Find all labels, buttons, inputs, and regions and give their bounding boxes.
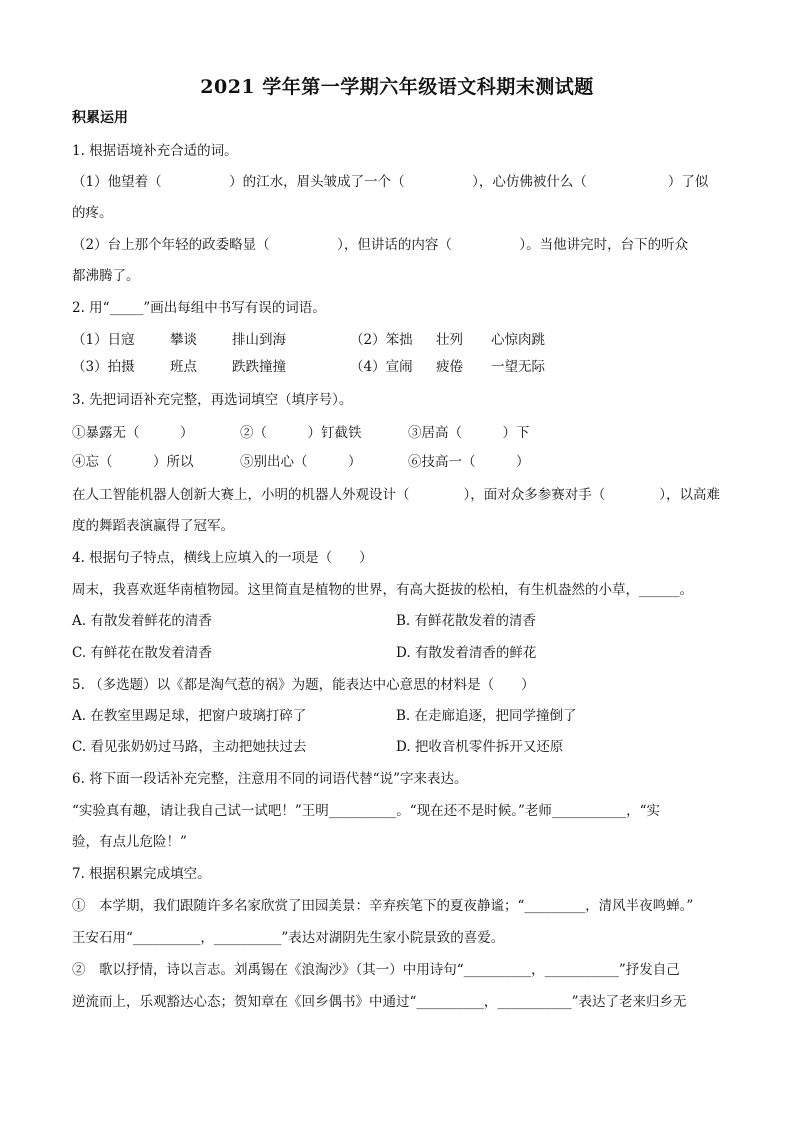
q3-idiom4: ④忘（ ）所以 xyxy=(72,454,194,470)
q4-option-c: C. 有鲜花在散发着清香 xyxy=(72,645,212,661)
q1-sentence2-line1: （2）台上那个年轻的政委略显（ ），但讲话的内容（ ）。当他讲完时，台下的听众 xyxy=(72,237,689,253)
q6-line1: “实验真有趣，请让我自己试一试吧！”王明__________。“现在还不是时候。”老师___________，“实 xyxy=(72,803,661,819)
q3-idiom6: ⑥技高一（ ） xyxy=(408,454,530,470)
q2-group4-word3: 一望无际 xyxy=(491,359,545,375)
q2-group1-label: （1）日寇 xyxy=(72,332,135,348)
exam-title: 2021 学年第一学期六年级语文科期末测试题 xyxy=(200,76,594,98)
q2-group3-word2: 班点 xyxy=(170,359,197,375)
q3-idiom2: ②（ ）钉截铁 xyxy=(240,425,362,441)
q7-part2-line1: ② 歌以抒情，诗以言志。刘禹锡在《浪淘沙》（其一）中用诗句“__________，___________”抒发自己 xyxy=(72,962,680,978)
q2-group4-word2: 疲倦 xyxy=(436,359,463,375)
q2-group1-word2: 攀谈 xyxy=(170,332,197,348)
q1-sentence1-line1: （1）他望着（ ）的江水，眉头皱成了一个（ ），心仿佛被什么（ ）了似 xyxy=(72,174,709,190)
q7-part1-line1: ① 本学期，我们跟随许多名家欣赏了田园美景：辛弃疾笔下的夏夜静谧；“_________，清风半夜鸣蝉。” xyxy=(72,898,694,914)
q7-prompt: 7. 根据积累完成填空。 xyxy=(72,866,211,882)
q2-group3-word3: 跌跌撞撞 xyxy=(232,359,286,375)
q5-option-b: B. 在走廊追逐，把同学撞倒了 xyxy=(396,708,577,724)
q1-sentence1-line2: 的疼。 xyxy=(72,205,113,221)
q3-context-line1: 在人工智能机器人创新大赛上，小明的机器人外观设计（ ），面对众多参赛对手（ ），以高难 xyxy=(72,487,720,503)
q1-prompt: 1. 根据语境补充合适的词。 xyxy=(72,143,238,159)
q4-passage: 周末，我喜欢逛华南植物园。这里简直是植物的世界，有高大挺拔的松柏，有生机盎然的小草，______。 xyxy=(72,582,693,598)
q5-option-c: C. 看见张奶奶过马路，主动把她扶过去 xyxy=(72,739,307,755)
q4-prompt: 4. 根据句子特点，横线上应填入的一项是（ ） xyxy=(72,550,373,566)
q2-group1-word3: 排山到海 xyxy=(232,332,286,348)
q3-idiom5: ⑤别出心（ ） xyxy=(240,454,362,470)
q5-option-d: D. 把收音机零件拆开又还原 xyxy=(396,739,564,755)
q1-sentence2-line2: 都沸腾了。 xyxy=(72,268,140,284)
q5-option-a: A. 在教室里踢足球，把窗户玻璃打碎了 xyxy=(72,708,307,724)
q2-group2-label: （2）笨拙 xyxy=(350,332,413,348)
q4-option-d: D. 有散发着清香的鲜花 xyxy=(396,645,537,661)
q3-idiom3: ③居高（ ）下 xyxy=(408,425,530,441)
q3-context-line2: 度的舞蹈表演赢得了冠军。 xyxy=(72,518,234,534)
q4-option-b: B. 有鲜花散发着的清香 xyxy=(396,613,537,629)
q5-prompt: 5. （多选题）以《都是淘气惹的祸》为题，能表达中心意思的材料是（ ） xyxy=(72,677,535,693)
q2-group2-word2: 壮列 xyxy=(436,332,463,348)
q2-group4-label: （4）宣闹 xyxy=(350,359,413,375)
q6-prompt: 6. 将下面一段话补充完整，注意用不同的词语代替“说”字来表达。 xyxy=(72,771,468,787)
q7-part1-line2: 王安石用“__________，__________”表达对湖阴先生家小院景致的喜爱。 xyxy=(72,930,505,946)
q3-idiom1: ①暴露无（ ） xyxy=(72,425,194,441)
q6-line2: 验，有点儿危险！” xyxy=(72,834,187,850)
q2-prompt: 2. 用“_____”画出每组中书写有误的词语。 xyxy=(72,300,326,316)
q2-group2-word3: 心惊肉跳 xyxy=(491,332,545,348)
q4-option-a: A. 有散发着鲜花的清香 xyxy=(72,613,212,629)
q2-group3-label: （3）拍摄 xyxy=(72,359,135,375)
q3-prompt: 3. 先把词语补充完整，再选词填空（填序号）。 xyxy=(72,392,353,408)
q7-part2-line2: 逆流而上，乐观豁达心态；贺知章在《回乡偶书》中通过“__________，___________”表达了老来归乡无 xyxy=(72,994,687,1010)
section-heading: 积累运用 xyxy=(72,110,128,126)
